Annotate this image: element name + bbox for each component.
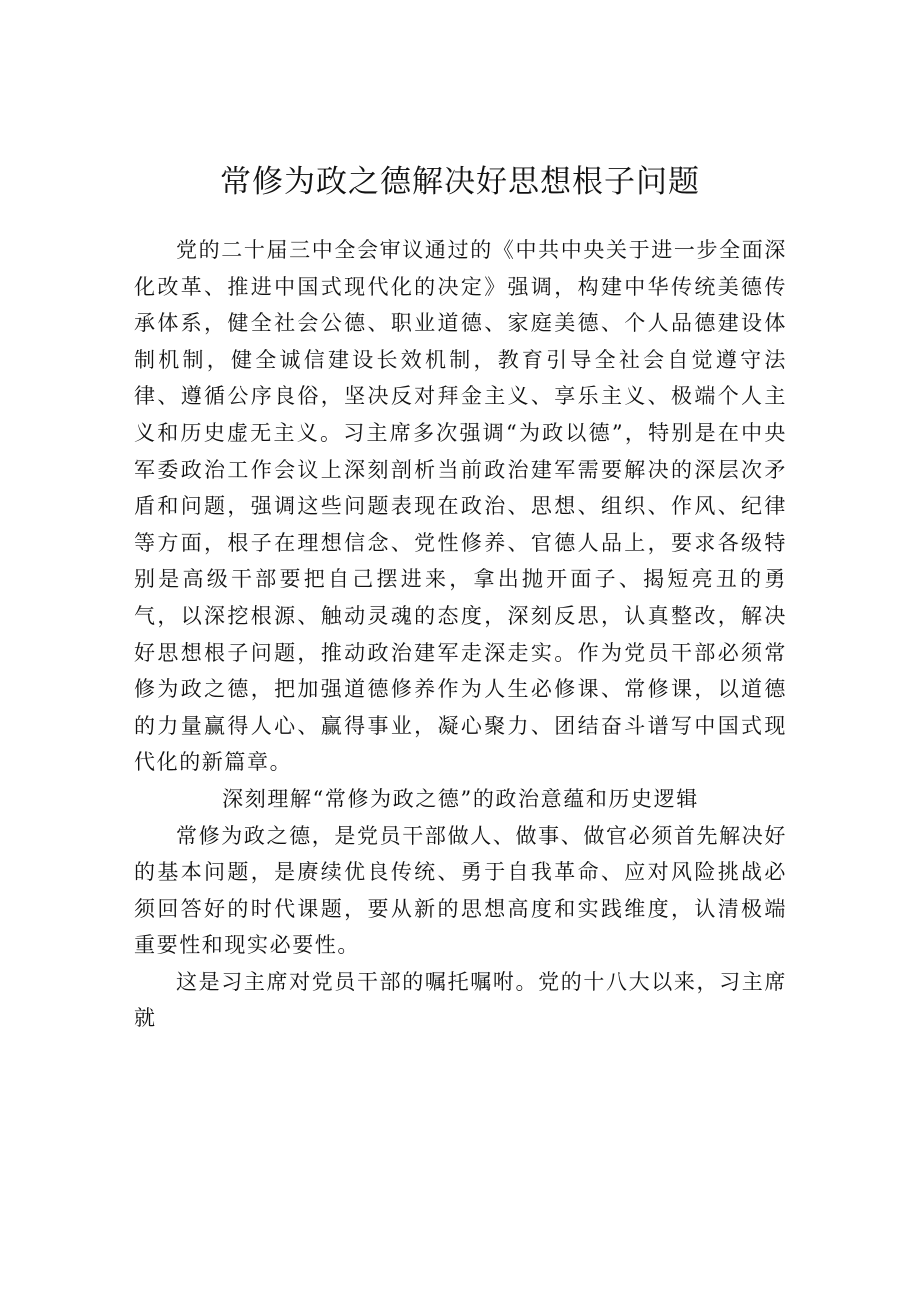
document-body — [134, 232, 787, 1037]
intro-paragraph: 党的二十届三中全会审议通过的《中共中央关于进一步全面深化改革、推进中国式现代化的决定》强调，构建中华传统美德传承体系，健全社会公德、职业道德、家庭美德、个人品德建设体制机制，健全诚信建设长效机制，教育引导全社会自觉遵守法律、遵循公序良俗，坚决反对拜金主义、享乐主义、极端个人主义和历史虚无主义。习主席多次强调“为政以德”，特别是在中央军委政治工作会议上深刻剖析当前政治建军需要解决的深层次矛盾和问题，强调这些问题表现在政治、思想、组织、作风、纪律等方面，根子在理想信念、党性修养、官德人品上，要求各级特别是高级干部要把自己摆进来，拿出抛开面子、揭短亮丑的勇气，以深挖根源、触动灵魂的态度，深刻反思，认真整改，解决好思想根子问题，推动政治建军走深走实。作为党员干部必须常修为政之德，把加强道德修养作为人生必修课、常修课，以道德的力量赢得人心、赢得事业，凝心聚力、团结奋斗谱写中国式现代化的新篇章。 — [134, 238, 787, 775]
section-heading: 深刻理解“常修为政之德”的政治意蕴和历史逻辑 — [222, 786, 699, 811]
section-paragraph-2: 这是习主席对党员干部的嘱托嘱咐。党的十八大以来，习主席就 — [134, 969, 787, 1031]
section-paragraph-1: 常修为政之德，是党员干部做人、做事、做官必须首先解决好的基本问题，是赓续优良传统、勇于自我革命、应对风险挑战必须回答好的时代课题，要从新的思想高度和实践维度，认清极端重要性和现实必要性。 — [134, 823, 787, 958]
document-title: 常修为政之德解决好思想根子问题 — [220, 164, 700, 200]
